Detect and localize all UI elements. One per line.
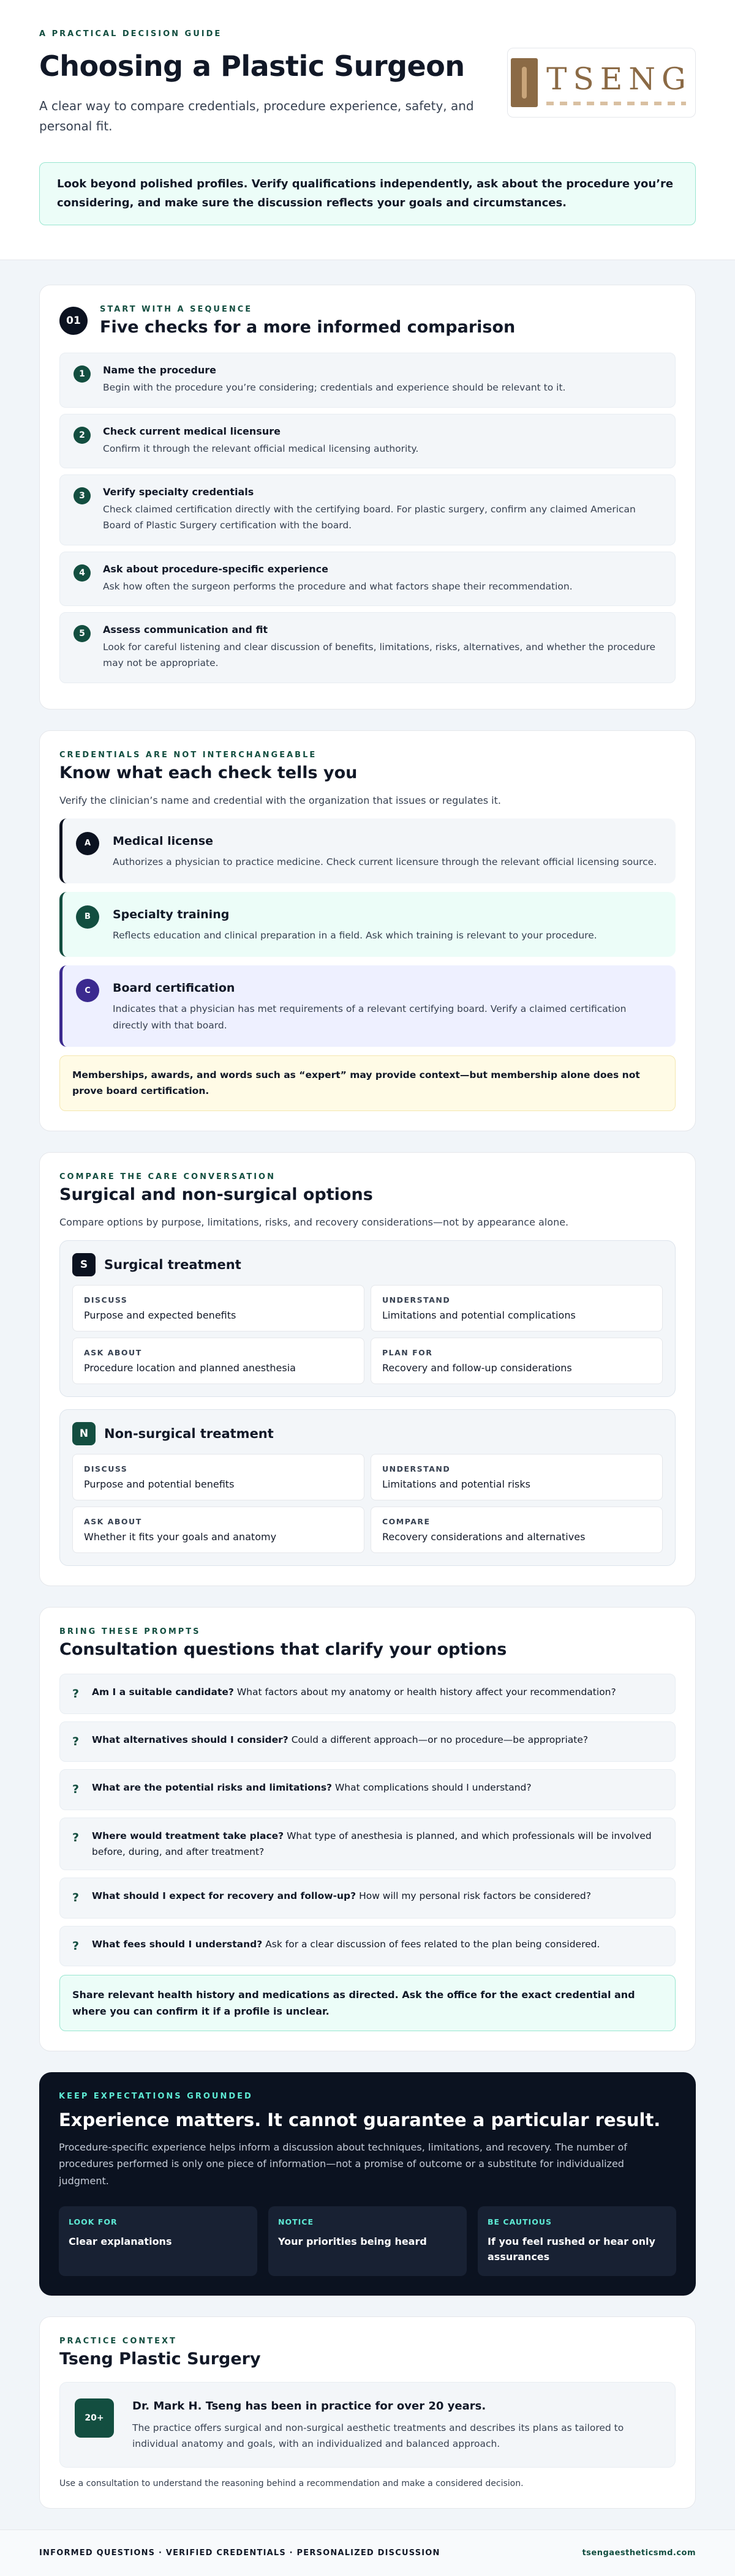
option-value: Recovery and follow-up considerations	[382, 1361, 572, 1374]
option-cell	[72, 1285, 364, 1331]
question-detail: Could a different approach—or no procedure—be appropriate?	[288, 1734, 589, 1745]
page-title: Choosing a Plastic Surgeon	[39, 50, 465, 83]
question-text: What fees should I understand?	[92, 1938, 263, 1950]
section-kicker: CREDENTIALS ARE NOT INTERCHANGEABLE	[59, 750, 317, 760]
section-title: Five checks for a more informed comparison	[100, 318, 516, 337]
credential-badge: A	[76, 832, 99, 855]
panel-grid	[72, 1454, 663, 1553]
option-cell	[371, 1454, 663, 1500]
check-item	[59, 474, 676, 545]
expectation-value: Clear explanations	[69, 2235, 172, 2247]
surgical-panel	[59, 1240, 676, 1397]
practice-section	[39, 2316, 696, 2509]
credential-title: Board certification	[113, 981, 235, 995]
credential-title: Specialty training	[113, 907, 230, 921]
expectation-cell	[59, 2206, 257, 2276]
expectation-value: Your priorities being heard	[278, 2235, 427, 2247]
question-mark-icon: ?	[72, 1891, 80, 1905]
question-item	[59, 1674, 676, 1714]
question-text: What should I expect for recovery and follow-up?	[92, 1890, 356, 1902]
credentials-note: Memberships, awards, and words such as “expert” may provide context—but membership alone does not prove board certification.	[59, 1055, 676, 1111]
option-cell	[72, 1454, 364, 1500]
check-title: Name the procedure	[103, 364, 216, 376]
expectations-grid	[59, 2206, 676, 2276]
option-key: DISCUSS	[84, 1464, 128, 1473]
check-desc: Ask how often the surgeon performs the procedure and what factors shape their recommendation.	[103, 580, 573, 592]
non-surgical-panel	[59, 1409, 676, 1566]
credentials-section	[39, 730, 696, 1131]
credential-list	[59, 818, 676, 1047]
option-cell	[371, 1285, 663, 1331]
section-kicker: KEEP EXPECTATIONS GROUNDED	[59, 2092, 253, 2102]
expectation-cell	[268, 2206, 467, 2276]
option-value: Recovery considerations and alternatives	[382, 1530, 586, 1543]
option-key: DISCUSS	[84, 1295, 128, 1305]
check-item	[59, 612, 676, 683]
questions-note: Share relevant health history and medications as directed. Ask the office for the exact credential and where you can confirm it if a profile is unclear.	[59, 1975, 676, 2031]
option-value: Purpose and potential benefits	[84, 1478, 235, 1490]
credential-card-license	[59, 818, 676, 883]
expectation-key: NOTICE	[278, 2217, 314, 2226]
question-detail: Ask for a clear discussion of fees related to the plan being considered.	[262, 1938, 600, 1950]
main-content	[0, 260, 735, 2508]
option-value: Limitations and potential complications	[382, 1309, 576, 1321]
question-item	[59, 1818, 676, 1871]
credential-badge: B	[76, 905, 99, 929]
panel-badge: S	[72, 1253, 96, 1276]
expectation-value: If you feel rushed or hear only assurances	[488, 2235, 655, 2263]
section-kicker: PRACTICE CONTEXT	[59, 2336, 177, 2346]
credential-card-training	[59, 892, 676, 957]
question-list	[59, 1674, 676, 1966]
hero-top	[39, 29, 696, 137]
question-item	[59, 1926, 676, 1966]
check-title: Assess communication and fit	[103, 623, 268, 635]
check-desc: Begin with the procedure you’re considering; credentials and experience should be relevant to it.	[103, 382, 566, 394]
check-item	[59, 414, 676, 468]
check-item	[59, 353, 676, 407]
practice-summary	[59, 2382, 676, 2468]
expectations-section	[39, 2072, 696, 2296]
panel-badge: N	[72, 1422, 96, 1445]
panel-title: Non-surgical treatment	[104, 1426, 274, 1441]
hero	[0, 0, 735, 260]
option-cell	[72, 1338, 364, 1384]
question-item	[59, 1721, 676, 1762]
check-number: 2	[74, 427, 91, 444]
check-title: Ask about procedure-specific experience	[103, 563, 329, 575]
option-key: ASK ABOUT	[84, 1516, 142, 1526]
credential-desc: Reflects education and clinical preparation in a field. Ask which training is relevant to your procedure.	[113, 929, 597, 941]
expectation-key: BE CAUTIOUS	[488, 2217, 552, 2226]
check-number: 3	[74, 487, 91, 504]
question-detail: What complications should I understand?	[332, 1782, 532, 1794]
check-desc: Confirm it through the relevant official medical licensing authority.	[103, 443, 419, 454]
check-title: Check current medical licensure	[103, 425, 281, 437]
expectation-cell	[478, 2206, 676, 2276]
panel-header	[72, 1422, 663, 1445]
check-desc: Check claimed certification directly with the certifying board. For plastic surgery, confirm any claimed American Board of Plastic Surgery certification with the board.	[103, 503, 636, 531]
years-badge: 20+	[75, 2398, 114, 2438]
question-detail: How will my personal risk factors be considered?	[356, 1890, 591, 1902]
logo-wordmark: TSENG	[546, 61, 692, 97]
section-kicker: START WITH A SEQUENCE	[100, 305, 253, 315]
section-number-badge: 01	[59, 307, 88, 335]
credential-desc: Authorizes a physician to practice medicine. Check current licensure through the relevant official licensing source.	[113, 856, 657, 867]
section-title: Experience matters. It cannot guarantee a particular result.	[59, 2110, 661, 2131]
check-title: Verify specialty credentials	[103, 485, 254, 498]
questions-section	[39, 1607, 696, 2052]
option-key: ASK ABOUT	[84, 1347, 142, 1357]
option-key: PLAN FOR	[382, 1347, 433, 1357]
credential-desc: Indicates that a physician has met requirements of a relevant certifying board. Verify a claimed certification directly with that board.	[113, 1003, 627, 1031]
option-cell	[371, 1507, 663, 1553]
footer-tagline: INFORMED QUESTIONS · VERIFIED CREDENTIALS · PERSONALIZED DISCUSSION	[39, 2548, 440, 2558]
section-desc: Procedure-specific experience helps inform a discussion about techniques, limitations, and recovery. The number of procedures performed is only one piece of information—not a promise of outcome or a substitute for individualized judgment.	[59, 2141, 627, 2187]
option-cell	[371, 1338, 663, 1384]
question-mark-icon: ?	[72, 1939, 80, 1953]
section-title: Tseng Plastic Surgery	[59, 2349, 261, 2368]
expectation-key: LOOK FOR	[69, 2217, 118, 2226]
options-section	[39, 1152, 696, 1586]
page-footer	[0, 2529, 735, 2576]
credential-card-board	[59, 965, 676, 1047]
hero-eyebrow: A PRACTICAL DECISION GUIDE	[39, 29, 222, 39]
hero-subtitle: A clear way to compare credentials, procedure experience, safety, and personal fit.	[39, 99, 474, 133]
practice-note: Use a consultation to understand the reasoning behind a recommendation and make a considered decision.	[59, 2478, 524, 2488]
practice-desc: The practice offers surgical and non-surgical aesthetic treatments and describes its plans as tailored to individual anatomy and goals, with an individualized and balanced approach.	[132, 2422, 624, 2450]
question-detail: What type of anesthesia is planned, and which professionals will be involved before, during, and after treatment?	[92, 1830, 652, 1857]
check-desc: Look for careful listening and clear discussion of benefits, limitations, risks, alternatives, and whether the procedure may not be appropriate.	[103, 641, 656, 669]
question-mark-icon: ?	[72, 1830, 80, 1844]
option-key: COMPARE	[382, 1516, 431, 1526]
question-text: Where would treatment take place?	[92, 1830, 284, 1841]
hero-text	[39, 29, 505, 137]
question-item	[59, 1878, 676, 1918]
panel-header	[72, 1253, 663, 1276]
option-value: Procedure location and planned anesthesia	[84, 1361, 296, 1374]
practice-headline: Dr. Mark H. Tseng has been in practice for over 20 years.	[132, 2399, 486, 2413]
question-text: What are the potential risks and limitations?	[92, 1782, 333, 1794]
credential-badge: C	[76, 979, 99, 1002]
section-title: Surgical and non-surgical options	[59, 1185, 373, 1204]
option-value: Whether it fits your goals and anatomy	[84, 1530, 277, 1543]
check-number: 5	[74, 625, 91, 642]
question-mark-icon: ?	[72, 1734, 80, 1748]
logo-mark-icon	[511, 58, 538, 107]
hero-callout: Look beyond polished profiles. Verify qualifications independently, ask about the procedure you’re considering, and make sure the discussion reflects your goals and circumstances.	[39, 162, 696, 225]
question-text: What alternatives should I consider?	[92, 1734, 288, 1745]
check-number: 1	[74, 365, 91, 383]
check-item	[59, 552, 676, 606]
section-kicker: BRING THESE PROMPTS	[59, 1627, 201, 1636]
five-checks-section	[39, 285, 696, 709]
section-kicker: COMPARE THE CARE CONVERSATION	[59, 1172, 276, 1181]
panel-grid	[72, 1285, 663, 1384]
credential-title: Medical license	[113, 834, 214, 848]
question-mark-icon: ?	[72, 1783, 80, 1797]
check-number: 4	[74, 564, 91, 582]
option-value: Limitations and potential risks	[382, 1478, 530, 1490]
option-key: UNDERSTAND	[382, 1295, 451, 1305]
section-header	[59, 305, 676, 337]
option-key: UNDERSTAND	[382, 1464, 451, 1473]
section-lede: Verify the clinician’s name and credential with the organization that issues or regulates it.	[59, 794, 501, 806]
option-value: Purpose and expected benefits	[84, 1309, 236, 1321]
question-text: Am I a suitable candidate?	[92, 1686, 234, 1698]
section-title: Know what each check tells you	[59, 763, 358, 782]
option-cell	[72, 1507, 364, 1553]
question-mark-icon: ?	[72, 1687, 80, 1701]
panel-title: Surgical treatment	[104, 1257, 241, 1272]
checks-list	[59, 353, 676, 683]
footer-website-link[interactable]: tsengaestheticsmd.com	[582, 2548, 696, 2558]
practice-logo	[507, 48, 696, 118]
section-lede: Compare options by purpose, limitations, risks, and recovery considerations—not by appearance alone.	[59, 1216, 569, 1228]
section-title: Consultation questions that clarify your options	[59, 1639, 507, 1659]
question-item	[59, 1769, 676, 1810]
question-detail: What factors about my anatomy or health history affect your recommendation?	[233, 1686, 616, 1698]
